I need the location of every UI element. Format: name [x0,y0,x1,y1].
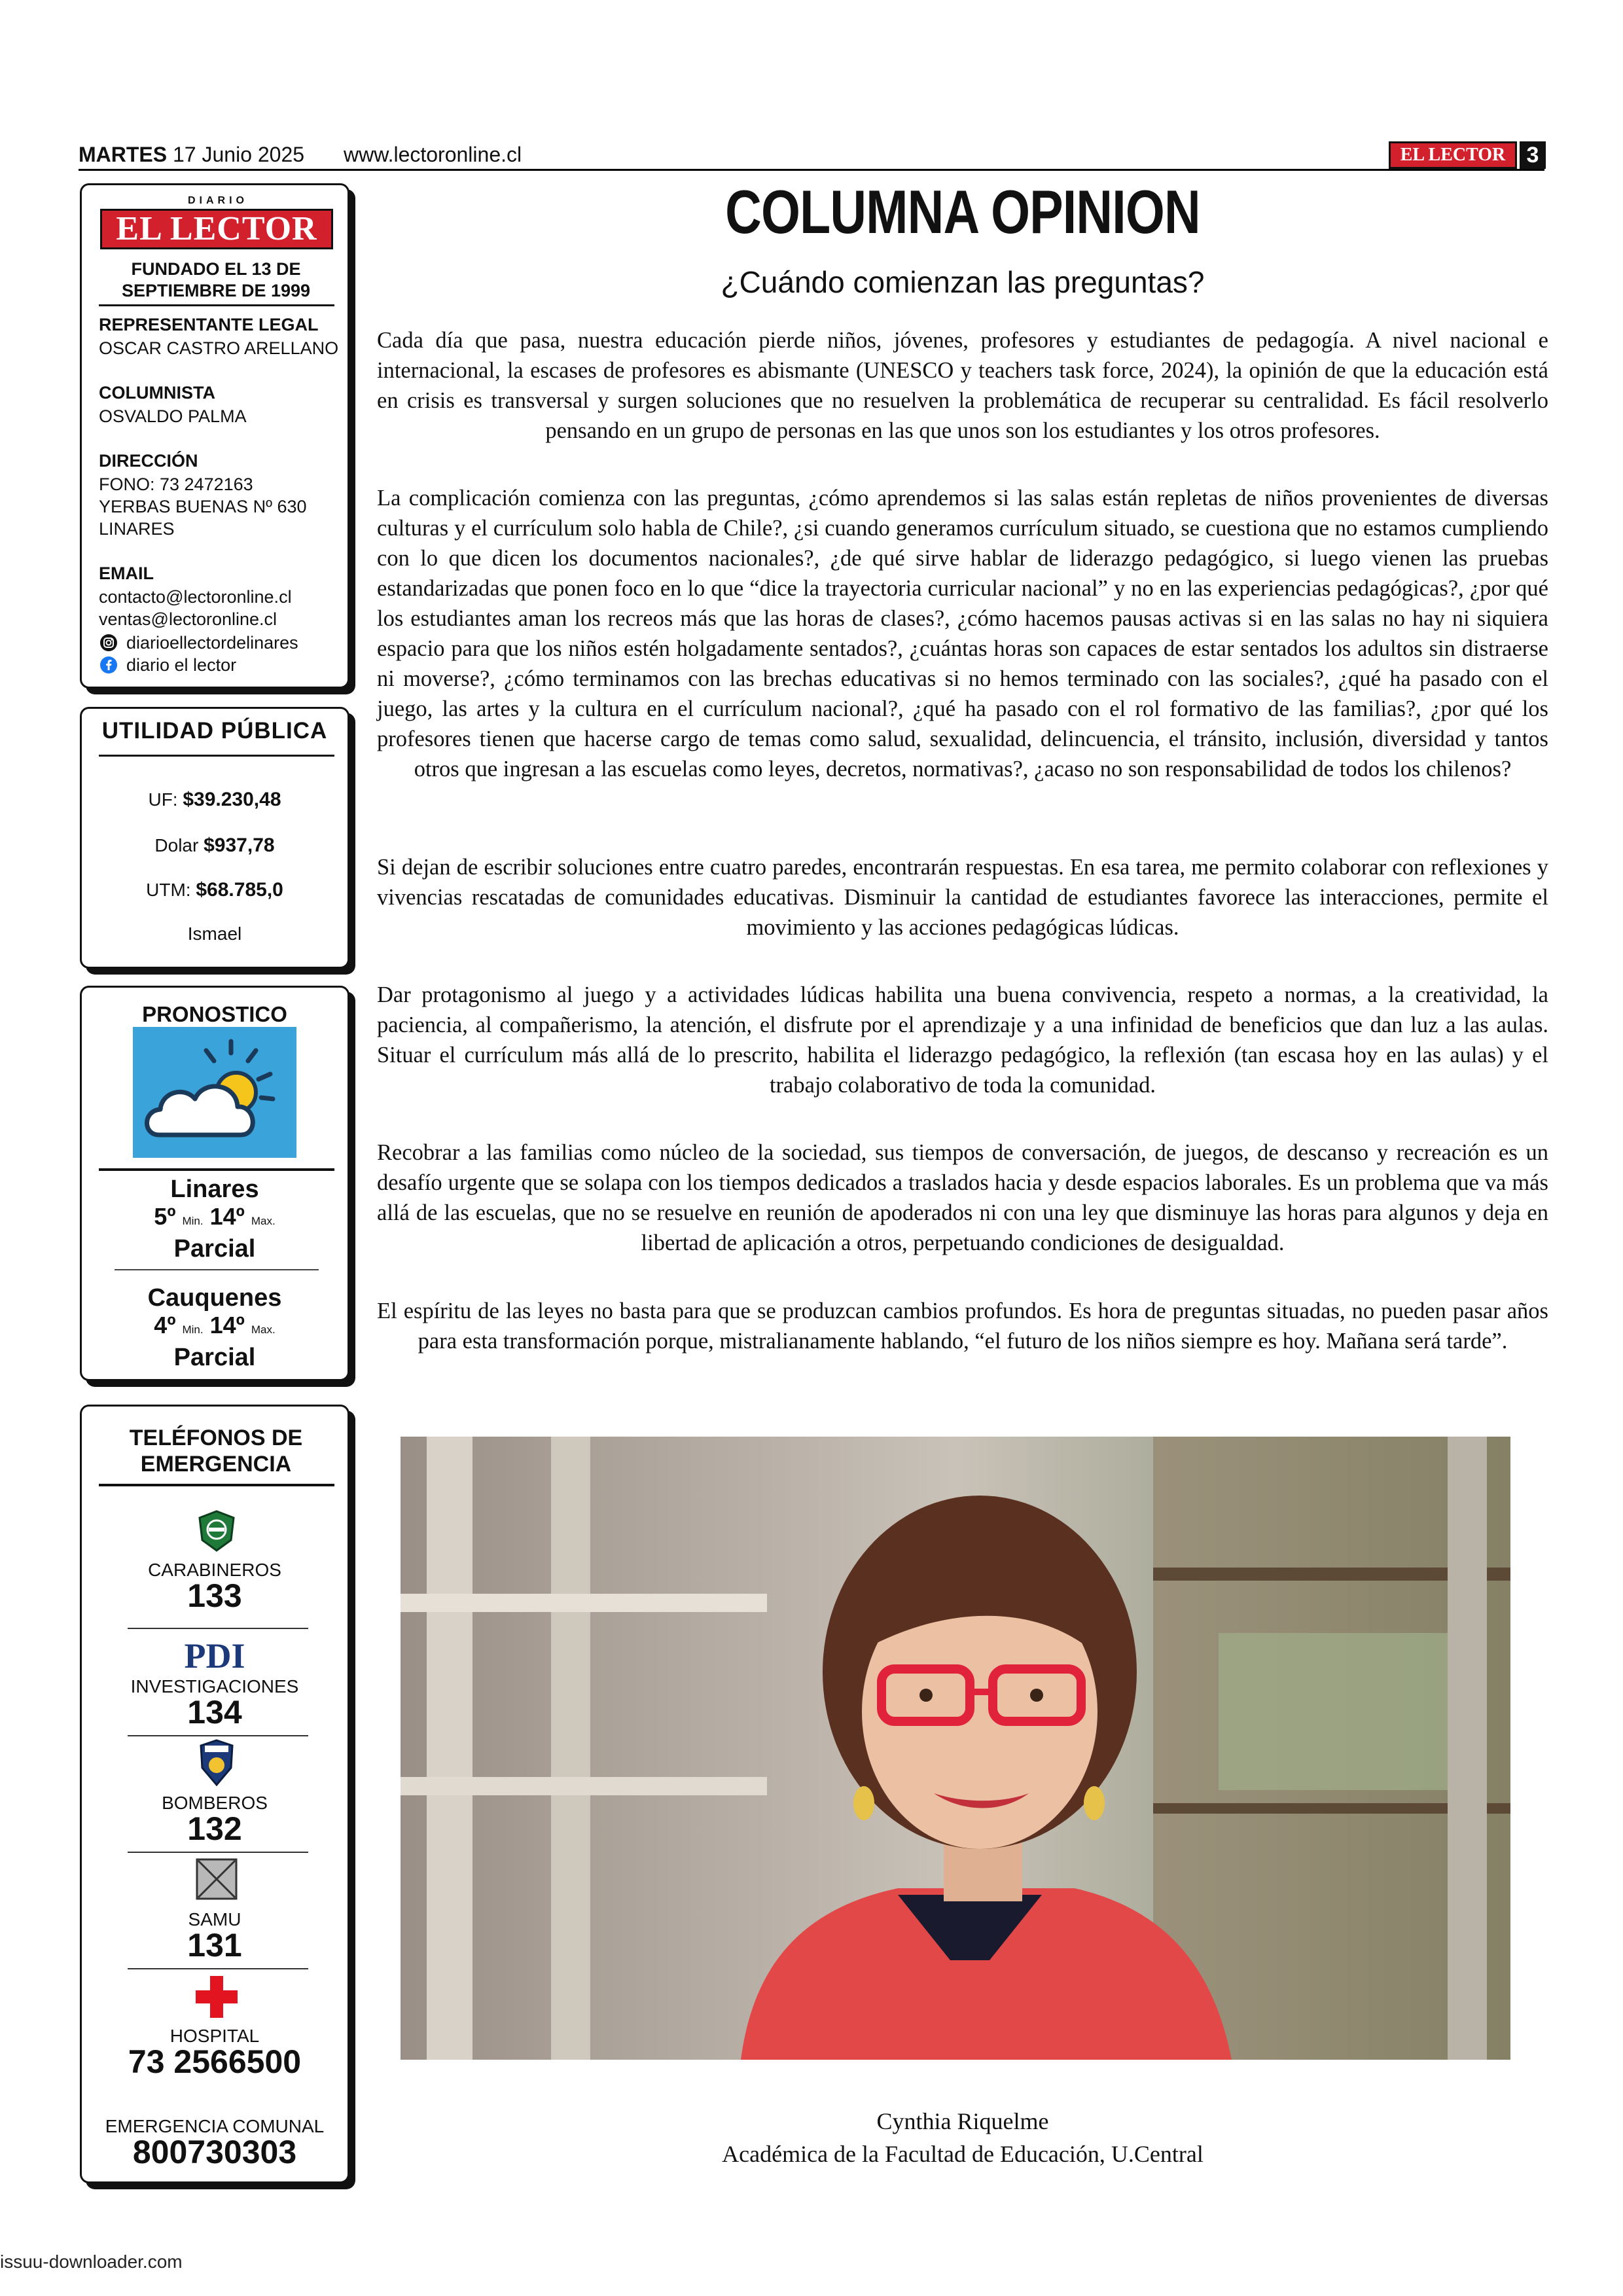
columnist-name: OSVALDO PALMA [99,406,247,426]
emergency-service-label: BOMBEROS [162,1793,268,1813]
emergency-service-label: INVESTIGACIONES [130,1676,299,1696]
facebook-icon [100,656,117,673]
masthead-logo-small: DIARIO [179,193,257,209]
legal-rep-label: REPRESENTANTE LEGAL [99,315,319,334]
street-text: YERBAS BUENAS Nº 630 [99,497,307,516]
samu-icon [196,1858,238,1900]
header-divider [79,169,1544,171]
article-paragraph: La complicación comienza con las preguntas, ¿cómo aprendemos si las salas están repletas de niños provenientes de diversas culturas y el currículum solo habla de Chile?, ¿si cuando generamos currículum situado, se cuestiona que no estamos cumpliendo con lo que dicen los documentos nacionales?, ¿de qué sirve hablar de liderazgo pedagógico, si luego vienen las pruebas estandarizadas que ponen foco en lo que “dice la trayectoria curricular nacional” y no en las experiencias pedagógicas?, ¿por qué los estudiantes aman los recreos más que las horas de clases?, ¿cómo hacemos pausas activas si en las salas no hay ni siquiera espacio para que los niños estén holgadamente sentados?, ¿cuántas horas son capaces de estar sentados los adultos sin distraerse ni moverse?, ¿cómo terminamos con las brechas educativas si no hemos terminado con las sociales?, ¿qué ha pasado con el juego, las artes y la cultura en el currículum nacional?, ¿qué ha pasado con el rol formativo de las familias?, ¿por qué los profesores tienen que hacerse cargo de temas como salud, sexualidad, delincuencia, el tránsito, inclusión, diversidad y tantos otros que ingresan a las escuelas como leyes, decretos, normativas?, ¿acaso no son responsabilidad de todos los chilenos? [377,486,1548,781]
forecast-max-label: Max. [251,1215,276,1227]
city-text: LINARES [99,519,175,539]
article-paragraph: Recobrar a las familias como núcleo de la sociedad, sus tiempos de conversación, de juegos, de descanso y recreación es un desafío urgente que se solapa con los tiempos dedicados a traslados hacia y desde espacios laborales. Es un problema que va más allá de las escuelas, que no se resuelve en reunión de apoderados ni con una ley que disminuye las horas para algunos y deja en libertad de aplicación a otros, perpetuando condiciones de desigualdad. [377,1140,1548,1255]
header-logo: EL LECTOR [1389,141,1517,169]
email-contact-link[interactable]: contacto@lectoronline.cl [99,587,292,607]
founded-text: FUNDADO EL 13 DE SEPTIEMBRE DE 1999 [121,259,311,300]
forecast-temps [82,1312,348,1343]
columnist-label: COLUMNISTA [99,383,215,403]
forecast-min: 4º [154,1312,176,1338]
forecast-condition: Parcial [173,1344,256,1371]
emergency-service-label: HOSPITAL [169,2026,260,2046]
page-number: 3 [1520,141,1546,169]
emergency-divider [128,1735,308,1736]
email-label: EMAIL [99,564,154,583]
dolar-label: Dolar [154,835,199,855]
hospital-cross-icon [194,1975,239,2019]
header-date-text: 17 Junio 2025 [173,143,305,166]
forecast-max: 14º [209,1312,245,1338]
emergency-divider [128,1852,308,1853]
uf-value: $39.230,48 [183,789,281,810]
masthead-logo: EL LECTOR [100,209,333,249]
masthead-box [80,183,349,689]
footer-source: issuu-downloader.com [0,2251,183,2272]
article-paragraph: Si dejan de escribir soluciones entre cuatro paredes, encontrarán respuestas. En esa tarea, me permito colaborar con reflexiones y vivencias rescatadas de comunidades educativas. Disminuir la cantidad de estudiantes favorece las interacciones, permite el movimiento y las acciones pedagógicas lúdicas. [377,855,1548,940]
bomberos-icon [198,1739,235,1786]
pronostico-box [80,986,349,1381]
emergency-service-number[interactable]: 134 [187,1694,242,1731]
emergency-service-number[interactable]: 133 [187,1577,242,1614]
author-role: Académica de la Facultad de Educación, U.Central [722,2141,1204,2167]
forecast-min-label: Min. [182,1215,204,1227]
uf-row [82,789,348,811]
utilidad-box [80,707,349,969]
emergency-service-number[interactable]: 131 [187,1927,242,1964]
forecast-temps [82,1204,348,1234]
header-website-link[interactable]: www.lectoronline.cl [344,143,522,166]
forecast-linares [82,1175,348,1263]
emergencia-title: TELÉFONOS DE EMERGENCIA [129,1426,303,1477]
pronostico-title: PRONOSTICO [142,1002,287,1026]
section-title: COLUMNA OPINION [725,177,1200,246]
facebook-link[interactable]: diario el lector [126,655,237,675]
forecast-city-name: Cauquenes [147,1284,282,1312]
instagram-link[interactable]: diarioellectordelinares [126,633,298,653]
emergency-service-number[interactable]: 73 2566500 [128,2043,302,2080]
legal-rep-name: OSCAR CASTRO ARELLANO [99,338,339,358]
article-title: ¿Cuándo comienzan las preguntas? [721,265,1205,299]
forecast-min: 5º [154,1203,176,1230]
header-date [79,143,304,167]
article-paragraph: El espíritu de las leyes no basta para que se produzcan cambios profundos. Es hora de preguntas situadas, no pueden pasar años para esta transformación porque, mistralianamente hablando, “el futuro de los niños siempre es hoy. Mañana será tarde”. [377,1299,1548,1354]
email-sales-link[interactable]: ventas@lectoronline.cl [99,609,277,629]
emergency-service-number[interactable]: 800730303 [132,2134,297,2170]
emergency-service-label: SAMU [188,1909,241,1929]
partly-cloudy-icon [133,1027,296,1158]
emergency-service-number[interactable]: 132 [187,1810,242,1847]
forecast-condition: Parcial [173,1235,256,1263]
forecast-city-name: Linares [170,1175,259,1203]
forecast-max-label: Max. [251,1323,276,1336]
forecast-max: 14º [209,1203,245,1230]
dolar-row [82,834,348,857]
emergency-service-label: CARABINEROS [148,1560,281,1580]
author-name: Cynthia Riquelme [876,2108,1049,2134]
emergencia-rule [99,1484,334,1486]
instagram-icon [100,634,117,651]
pronostico-rule [99,1168,334,1171]
author-photo [401,1437,1510,2060]
address-label: DIRECCIÓN [99,451,198,471]
utm-value: $68.785,0 [196,879,283,901]
emergency-service-label: EMERGENCIA COMUNAL [105,2116,325,2136]
uf-label: UF: [148,789,178,810]
article-paragraph: Cada día que pasa, nuestra educación pierde niños, jóvenes, profesores y estudiantes de pedagogía. A nivel nacional e internacional, la escases de profesores es abismante (UNESCO y teachers task force, 2024), la opinión de que la educación está en crisis es transversal y surgen soluciones que no resuelven la problemática de recuperar su centralidad. Es fácil resolverlo pensando en un grupo de personas en las que unos son los estudiantes y los otros profesores. [377,328,1548,443]
utilidad-title: UTILIDAD PÚBLICA [101,718,328,744]
emergencia-box [80,1405,349,2183]
forecast-divider [115,1269,319,1270]
pdi-logo: PDI [184,1636,245,1676]
dolar-value: $937,78 [204,834,275,856]
utm-label: UTM: [146,880,191,900]
emergency-divider [128,1968,308,1969]
forecast-min-label: Min. [182,1323,204,1336]
saint-text: Ismael [187,924,242,944]
emergency-divider [128,1628,308,1629]
masthead-rule [99,304,334,306]
header-day: MARTES [79,143,168,166]
carabineros-icon [196,1510,238,1552]
forecast-cauquenes [82,1283,348,1372]
utm-row [82,879,348,901]
article-paragraph: Dar protagonismo al juego y a actividades lúdicas habilita una buena convivencia, respeto a normas, a la creatividad, la paciencia, al compañerismo, la atención, el disfrute por el aprendizaje y a una infinidad de beneficios que dan luz a las aulas. Situar el currículum más allá de lo prescrito, habilita el liderazgo pedagógico, la reflexión (tan escasa hoy en las aulas) y el trabajo colaborativo de toda la comunidad. [377,982,1548,1098]
phone-text: FONO: 73 2472163 [99,475,253,494]
utilidad-rule [99,755,334,757]
